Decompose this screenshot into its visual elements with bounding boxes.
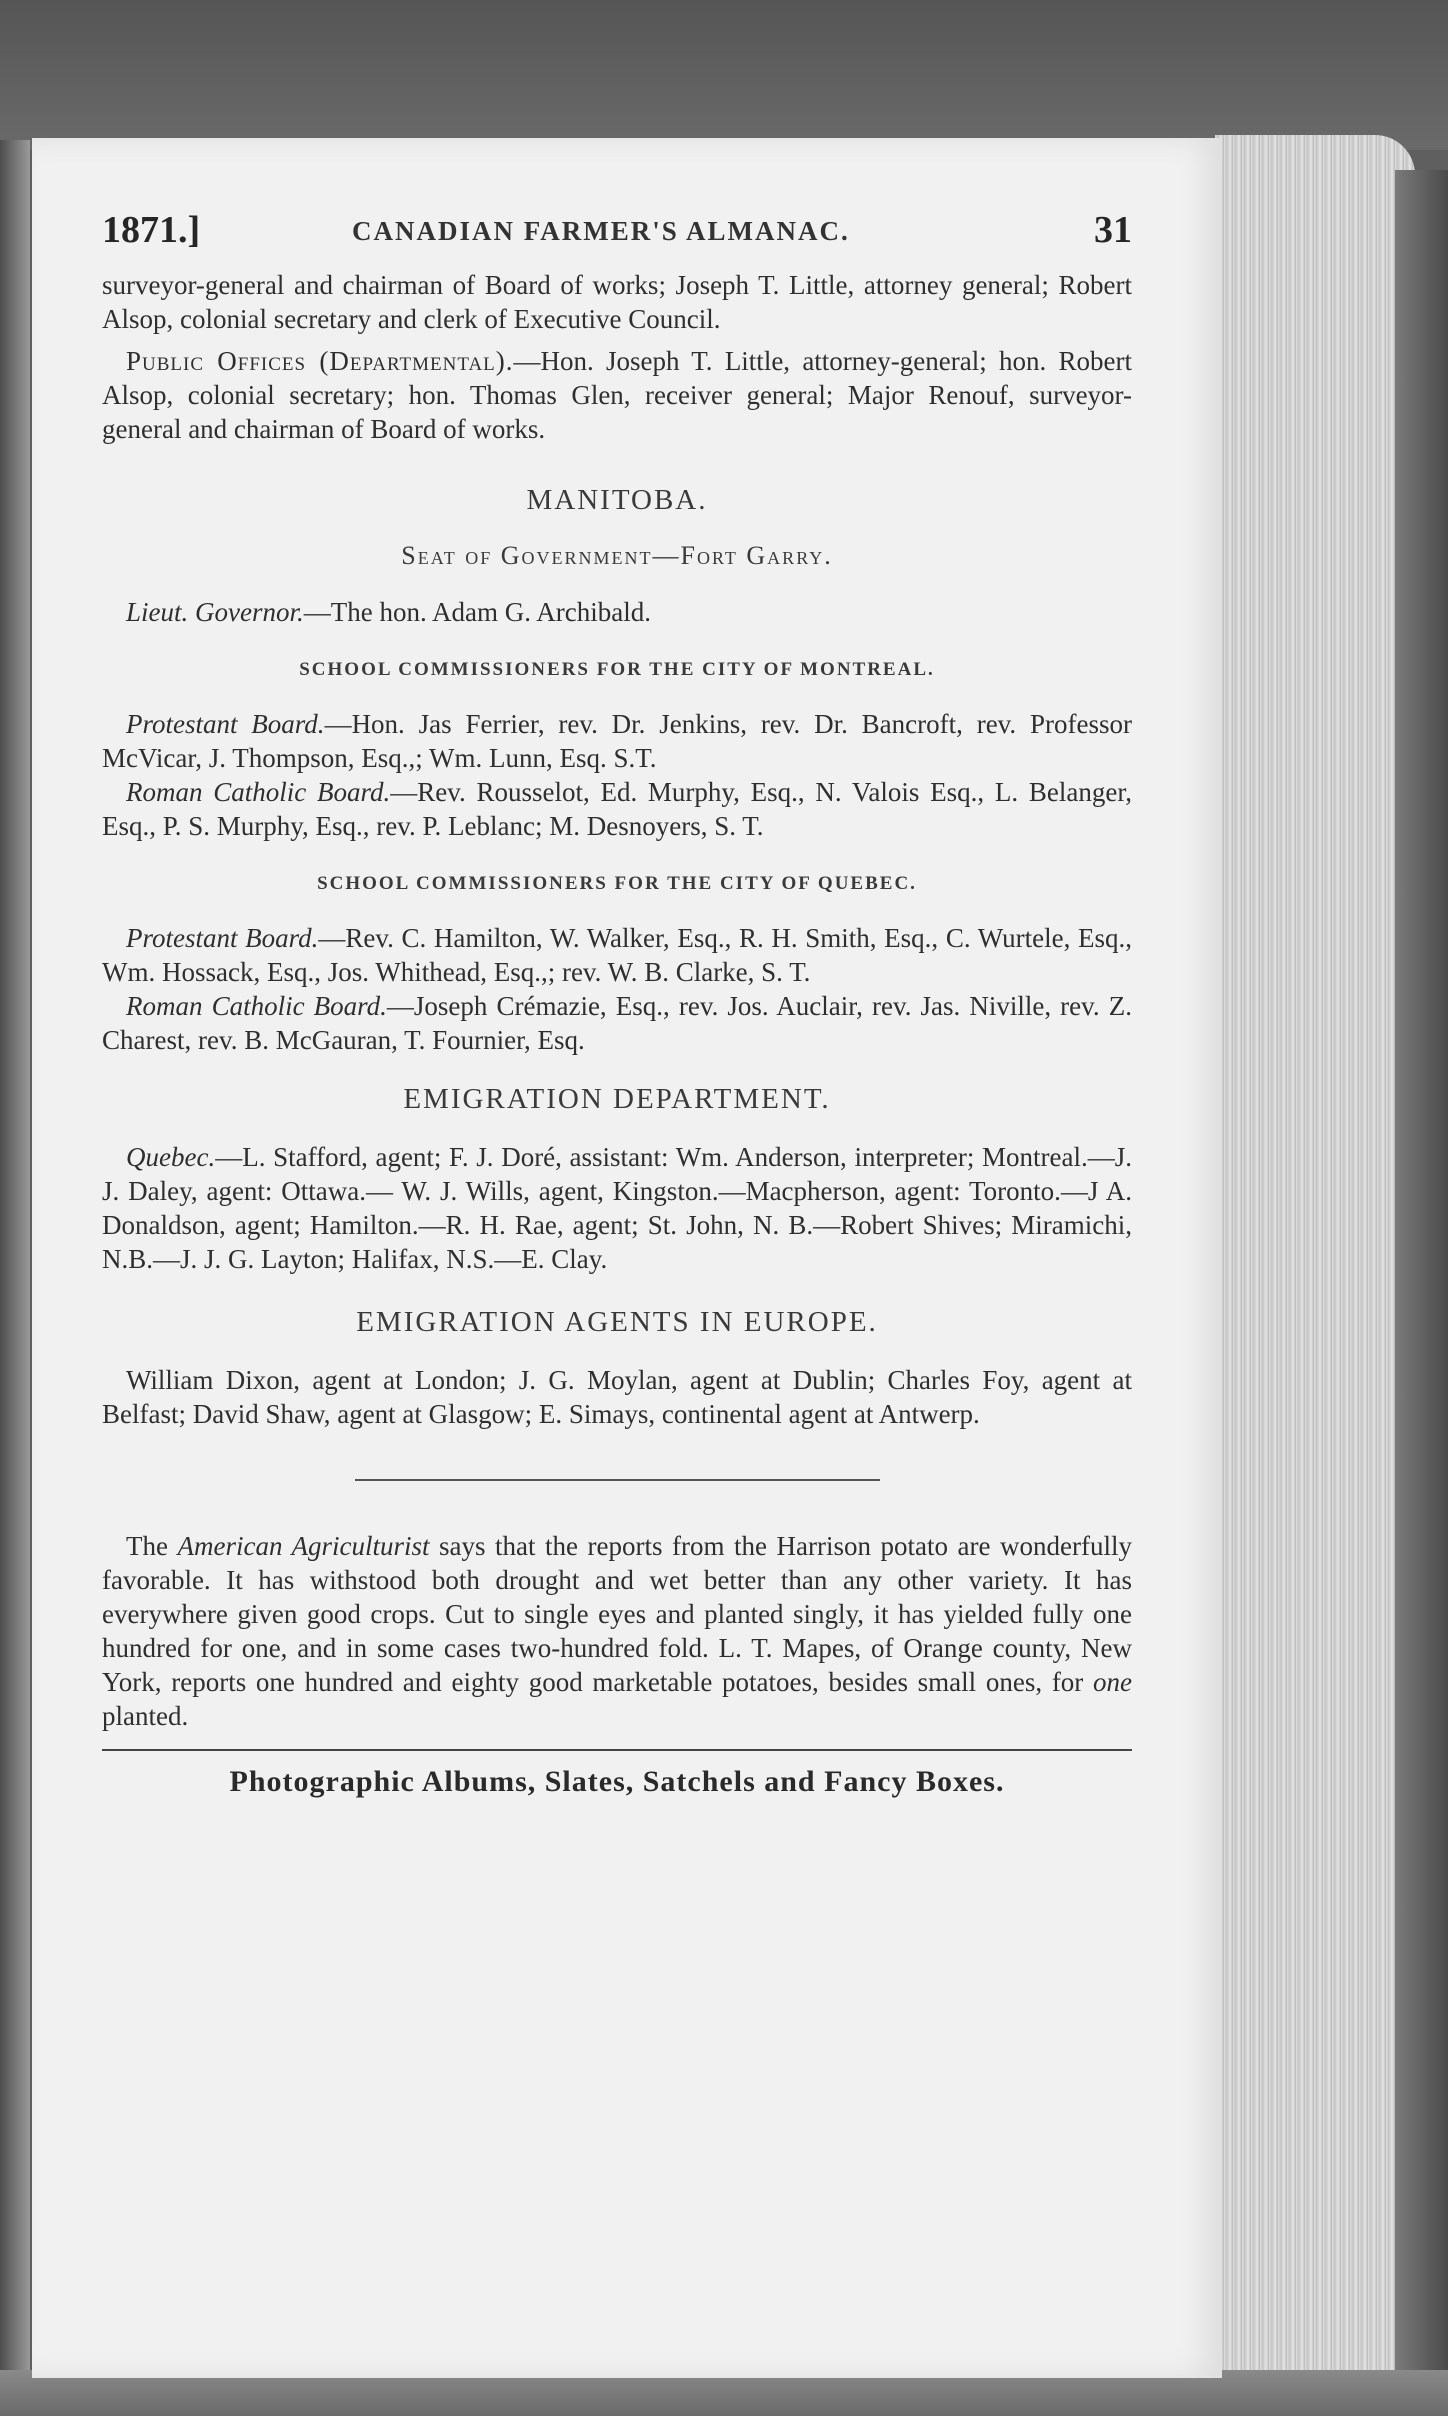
footer-rule [102, 1749, 1132, 1751]
harrison-potato-paragraph [102, 1529, 1132, 1733]
section-divider [355, 1479, 880, 1481]
seat-of-government: Seat of Government—Fort Garry. [401, 541, 833, 570]
lieut-governor-label: Lieut. Governor. [126, 597, 304, 627]
page-edges [1215, 135, 1415, 2380]
montreal-protestant-label: Protestant Board. [126, 709, 325, 739]
manitoba-heading: MANITOBA. [526, 484, 708, 516]
book-spine-left [0, 140, 30, 2416]
potato-text-a: says that the reports from the Harrison potato are wonderfully favorable. It has withstood both drought and wet better than any other variety. It has everywhere given good crops. Cut to single eyes and planted singly, it has yielded fully one hundred for one, and in some cases two-hundred fold. L. T. Mapes, of Orange county, New York, reports one hundred and eighty good marketable potatoes, besides small ones, for [102, 1531, 1132, 1697]
journal-name: American Agriculturist [177, 1531, 430, 1561]
quebec-protestant-label: Protestant Board. [126, 923, 319, 953]
paragraph-executive: surveyor-general and chairman of Board of works; Joseph T. Little, attorney general; Robert Alsop, colonial secretary and clerk of Executive Council. [102, 270, 1132, 334]
montreal-commissioners-heading: SCHOOL COMMISSIONERS FOR THE CITY OF MONTREAL. [299, 659, 935, 680]
lieut-governor-line [102, 595, 1132, 629]
book-page [32, 138, 1222, 2378]
emigration-department-text [102, 1140, 1132, 1276]
page-content [102, 208, 1132, 1799]
montreal-protestant-text: —Hon. Jas Ferrier, rev. Dr. Jenkins, rev. Dr. Bancroft, rev. Professor McVicar, J. Thompson, Esq.,; Wm. Lunn, Esq. S.T. [102, 709, 1132, 773]
public-offices-label: Public Offices (Departmental). [126, 346, 514, 376]
montreal-catholic-board [102, 775, 1132, 843]
potato-text-b: planted. [102, 1701, 189, 1731]
lieut-governor-text: —The hon. Adam G. Archibald. [303, 597, 651, 627]
potato-one: one [1093, 1667, 1132, 1697]
potato-lead: The [126, 1531, 178, 1561]
header-title: CANADIAN FARMER'S ALMANAC. [352, 216, 850, 246]
quebec-catholic-label: Roman Catholic Board. [126, 991, 387, 1021]
montreal-protestant-board [102, 707, 1132, 775]
quebec-catholic-text: —Joseph Crémazie, Esq., rev. Jos. Auclair, rev. Jas. Niville, rev. Z. Charest, rev. B. McGauran, T. Fournier, Esq. [102, 991, 1132, 1055]
edge-shadow [1395, 170, 1448, 2416]
header-year: 1871.] [102, 209, 201, 251]
running-header [102, 208, 1132, 268]
emigration-agents-list: —L. Stafford, agent; F. J. Doré, assistant: Wm. Anderson, interpreter; Montreal.—J. J. Daley, agent: Ottawa.— W. J. Wills, agent, Kingston.—Macpherson, agent: Toronto.—J A. Donaldson, agent; Hamilton.—R. H. Rae, agent; St. John, N. B.—Robert Shives; Miramichi, N.B.—J. J. G. Layton; Halifax, N.S.—E. Clay. [102, 1142, 1132, 1274]
emigration-quebec-label: Quebec. [126, 1142, 216, 1172]
public-offices-text: —Hon. Joseph T. Little, attorney-general; hon. Robert Alsop, colonial secretary; hon. Thomas Glen, receiver general; Major Renouf, surveyor-general and chairman of Board of works. [102, 346, 1132, 444]
quebec-protestant-board [102, 921, 1132, 989]
paragraph-public-offices [102, 344, 1132, 446]
scan-background-top [0, 0, 1448, 150]
quebec-commissioners-heading: SCHOOL COMMISSIONERS FOR THE CITY OF QUEBEC. [317, 873, 917, 894]
emigration-department-heading: EMIGRATION DEPARTMENT. [403, 1083, 831, 1115]
emigration-europe-heading: EMIGRATION AGENTS IN EUROPE. [356, 1306, 878, 1338]
emigration-europe-text: William Dixon, agent at London; J. G. Moylan, agent at Dublin; Charles Foy, agent at Belfast; David Shaw, agent at Glasgow; E. Simays, continental agent at Antwerp. [102, 1365, 1132, 1429]
quebec-catholic-board [102, 989, 1132, 1057]
montreal-catholic-text: —Rev. Rousselot, Ed. Murphy, Esq., N. Valois Esq., L. Belanger, Esq., P. S. Murphy, Esq., rev. P. Leblanc; M. Desnoyers, S. T. [102, 777, 1132, 841]
quebec-protestant-text: —Rev. C. Hamilton, W. Walker, Esq., R. H. Smith, Esq., C. Wurtele, Esq., Wm. Hossack, Esq., Jos. Whithead, Esq.,; rev. W. B. Clarke, S. T. [102, 923, 1132, 987]
advertisement-footer: Photographic Albums, Slates, Satchels and Fancy Boxes. [229, 1765, 1005, 1798]
page-number: 31 [1094, 209, 1132, 251]
montreal-catholic-label: Roman Catholic Board. [126, 777, 391, 807]
